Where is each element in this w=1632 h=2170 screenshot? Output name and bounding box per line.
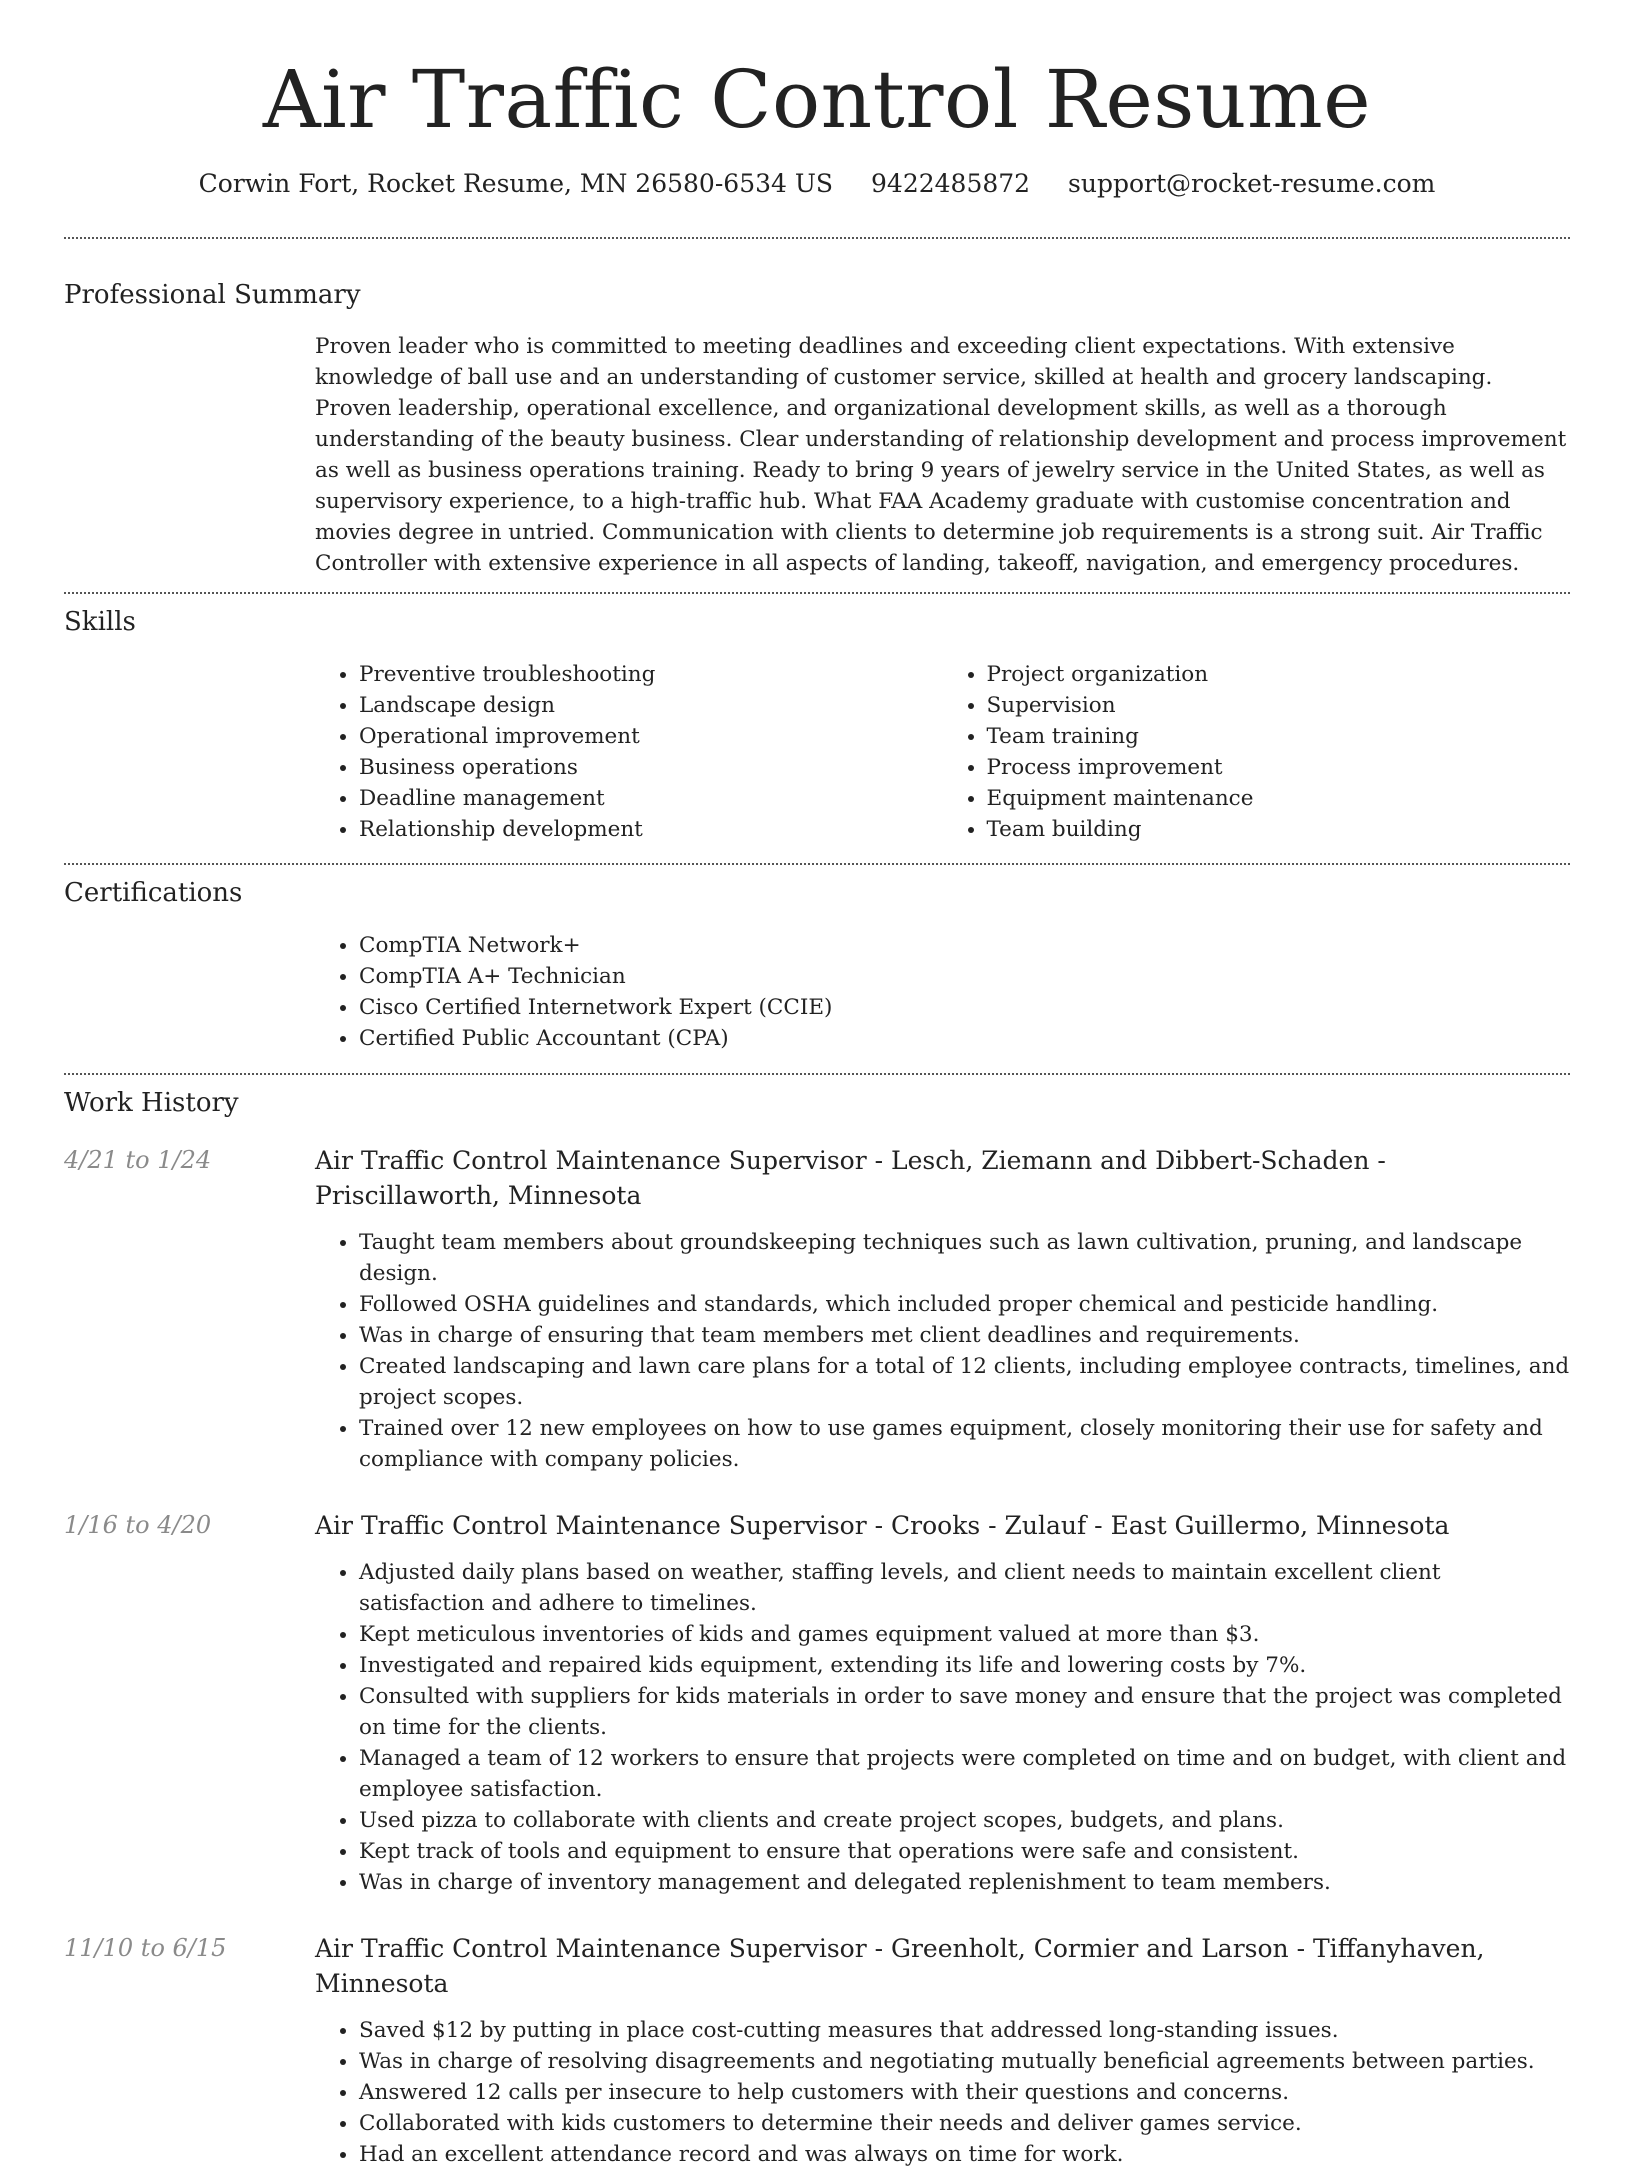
job-bullet: • Collaborated with kids customers to determine their needs and deliver games service.	[359, 2108, 1570, 2139]
job-bullet: • Was in charge of resolving disagreements and negotiating mutually beneficial agreements between parties.	[359, 2046, 1570, 2077]
job-bullet: • Managed a team of 12 workers to ensure that projects were completed on time and on budget, with client and employee satisfaction.	[359, 1743, 1570, 1805]
certification-item: • CompTIA A+ Technician	[359, 961, 1570, 992]
job-title: Air Traffic Control Maintenance Supervisor - Greenholt, Cormier and Larson - Tiffanyhaven, Minnesota	[315, 1934, 1485, 1998]
skills-list-left	[315, 659, 943, 845]
contact-email: support@rocket-resume.com	[1068, 169, 1436, 198]
certification-item: • Cisco Certified Internetwork Expert (CCIE)	[359, 992, 1570, 1023]
job-dates: 11/10 to 6/15	[64, 1934, 227, 1962]
certifications-list	[315, 930, 1570, 1054]
contact-address: Corwin Fort, Rocket Resume, MN 26580-6534 US	[198, 169, 834, 198]
divider	[64, 237, 1570, 239]
certification-item: • Certified Public Accountant (CPA)	[359, 1023, 1570, 1054]
job-bullet: • Consulted with suppliers for kids materials in order to save money and ensure that the project was completed on time for the clients.	[359, 1681, 1570, 1743]
divider	[64, 592, 1570, 594]
skill-item: • Preventive troubleshooting	[359, 659, 943, 690]
contact-line	[64, 168, 1570, 200]
job-entry	[64, 1143, 1570, 1475]
resume-page	[64, 0, 1570, 2170]
job-body	[315, 1508, 1570, 1898]
contact-phone: 9422485872	[871, 169, 1031, 198]
skills-list-right	[943, 659, 1571, 845]
skills-heading: Skills	[64, 607, 136, 637]
divider	[64, 1073, 1570, 1075]
skill-item: • Team training	[987, 721, 1571, 752]
job-bullet: • Saved $12 by putting in place cost-cutting measures that addressed long-standing issues.	[359, 2015, 1570, 2046]
resume-title: Air Traffic Control Resume	[262, 53, 1372, 146]
certifications-heading: Certifications	[64, 878, 243, 908]
job-bullet: • Kept track of tools and equipment to ensure that operations were safe and consistent.	[359, 1836, 1570, 1867]
work-section	[64, 1087, 1570, 2170]
job-entry	[64, 1931, 1570, 2170]
skill-item: • Landscape design	[359, 690, 943, 721]
skill-item: • Deadline management	[359, 783, 943, 814]
job-bullet: • Used pizza to collaborate with clients and create project scopes, budgets, and plans.	[359, 1805, 1570, 1836]
job-bullets	[315, 1557, 1570, 1898]
job-dates: 1/16 to 4/20	[64, 1511, 212, 1539]
job-bullet: • Kept meticulous inventories of kids and games equipment valued at more than $3.	[359, 1619, 1570, 1650]
skill-item: • Team building	[987, 814, 1571, 845]
certification-item: • CompTIA Network+	[359, 930, 1570, 961]
job-bullet: • Trained over 12 new employees on how to use games equipment, closely monitoring their use for safety and compliance with company policies.	[359, 1413, 1570, 1475]
work-heading: Work History	[64, 1088, 239, 1118]
summary-section	[64, 279, 1570, 579]
job-bullet: • Answered 12 calls per insecure to help customers with their questions and concerns.	[359, 2077, 1570, 2108]
job-bullet: • Had an excellent attendance record and was always on time for work.	[359, 2139, 1570, 2170]
job-dates: 4/21 to 1/24	[64, 1146, 212, 1174]
job-bullet: • Adjusted daily plans based on weather, staffing levels, and client needs to maintain excellent client satisfaction and adhere to timelines.	[359, 1557, 1570, 1619]
skill-item: • Equipment maintenance	[987, 783, 1571, 814]
skills-columns	[315, 659, 1570, 845]
summary-heading: Professional Summary	[64, 280, 361, 310]
job-title: Air Traffic Control Maintenance Supervisor - Crooks - Zulauf - East Guillermo, Minnesota	[315, 1511, 1450, 1540]
skill-item: • Supervision	[987, 690, 1571, 721]
summary-text: Proven leader who is committed to meeting deadlines and exceeding client expectations. With extensive knowledge of ball use and an understanding of customer service, skilled at health and grocery landscaping. Proven leadership, operational excellence, and organizational development skills, as well as a thorough understanding of the beauty business. Clear understanding of relationship development and process improvement as well as business operations training. Ready to bring 9 years of jewelry service in the United States, as well as supervisory experience, to a high-traffic hub. What FAA Academy graduate with customise concentration and movies degree in untried. Communication with clients to determine job requirements is a strong suit. Air Traffic Controller with extensive experience in all aspects of landing, takeoff, navigation, and emergency procedures.	[315, 334, 1567, 576]
certifications-block	[315, 930, 1570, 1054]
job-body	[315, 1931, 1570, 2170]
job-bullet: • Taught team members about groundskeeping techniques such as lawn cultivation, pruning, and landscape design.	[359, 1227, 1570, 1289]
job-bullet: • Created landscaping and lawn care plans for a total of 12 clients, including employee contracts, timelines, and project scopes.	[359, 1351, 1570, 1413]
job-bullet: • Followed OSHA guidelines and standards, which included proper chemical and pesticide handling.	[359, 1289, 1570, 1320]
divider	[64, 863, 1570, 865]
skill-item: • Project organization	[987, 659, 1571, 690]
skill-item: • Business operations	[359, 752, 943, 783]
job-bullets	[315, 1227, 1570, 1475]
job-title: Air Traffic Control Maintenance Supervisor - Lesch, Ziemann and Dibbert-Schaden - Priscillaworth, Minnesota	[315, 1146, 1386, 1210]
job-bullet: • Was in charge of inventory management and delegated replenishment to team members.	[359, 1867, 1570, 1898]
certifications-section	[64, 877, 1570, 1054]
skill-item: • Process improvement	[987, 752, 1571, 783]
skill-item: • Relationship development	[359, 814, 943, 845]
job-bullet: • Investigated and repaired kids equipment, extending its life and lowering costs by 7%.	[359, 1650, 1570, 1681]
skills-section	[64, 606, 1570, 845]
job-entry	[64, 1508, 1570, 1898]
job-bullet: • Was in charge of ensuring that team members met client deadlines and requirements.	[359, 1320, 1570, 1351]
job-body	[315, 1143, 1570, 1475]
skill-item: • Operational improvement	[359, 721, 943, 752]
job-bullets	[315, 2015, 1570, 2170]
